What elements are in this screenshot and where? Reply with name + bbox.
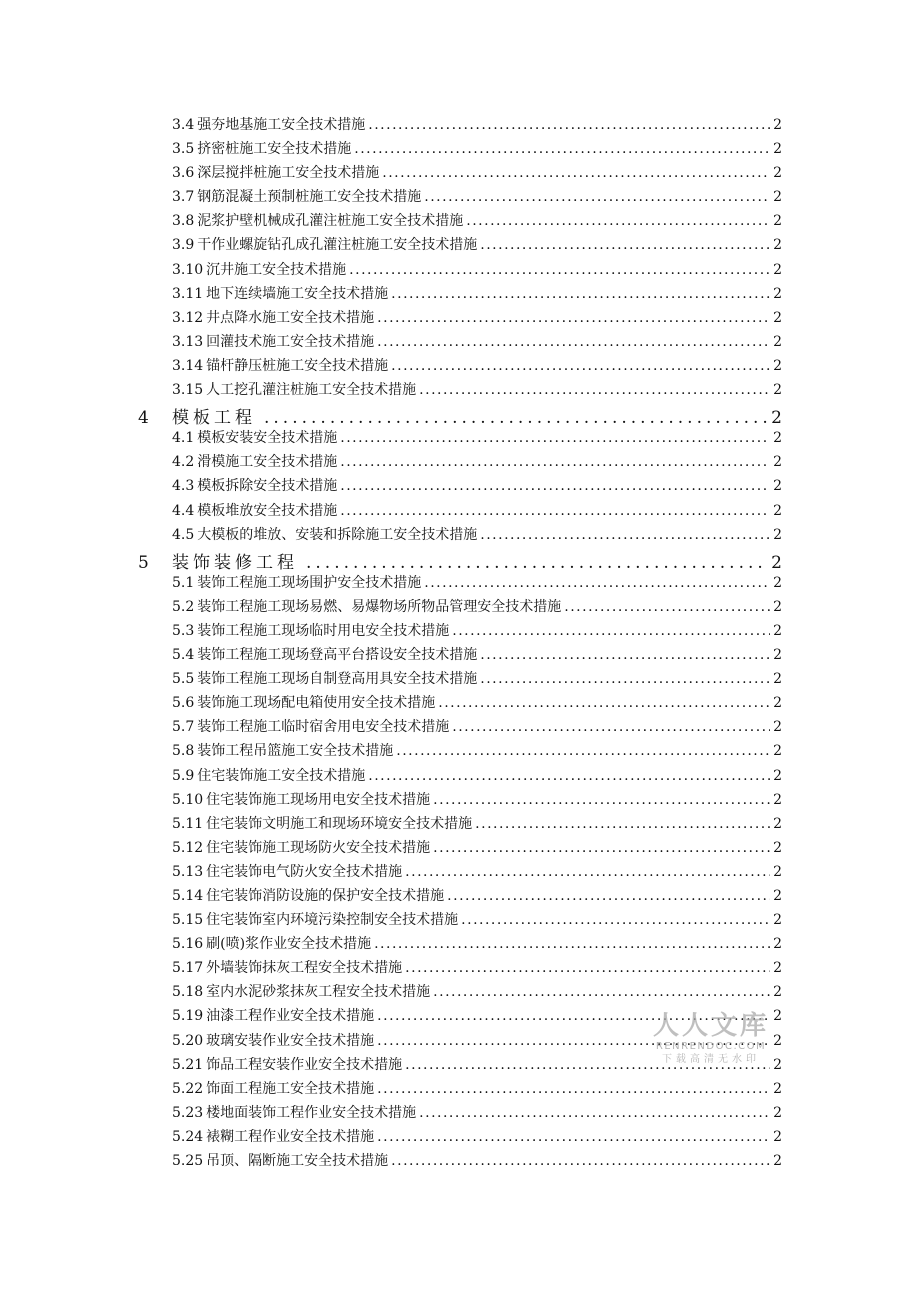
toc-entry-page-number: 2 xyxy=(773,526,782,543)
dot-leader xyxy=(419,1105,770,1121)
toc-entry[interactable] xyxy=(0,234,920,258)
toc-entry-number: 5.15 xyxy=(172,912,204,929)
toc-entry-title: 装饰工程施工现场围护安全技术措施 xyxy=(197,574,422,591)
toc-entry-number: 5.22 xyxy=(172,1080,204,1097)
toc-entry-title: 人工挖孔灌注桩施工安全技术措施 xyxy=(206,382,417,399)
dot-leader xyxy=(447,888,770,904)
toc-entry-page-number: 2 xyxy=(773,743,782,760)
toc-entry-title: 模板工程 xyxy=(172,408,256,429)
toc-entry[interactable] xyxy=(0,451,920,475)
toc-entry-number: 4 xyxy=(138,408,149,429)
toc-entry-page-number: 2 xyxy=(773,598,782,615)
toc-entry-title: 刷(喷)浆作业安全技术措施 xyxy=(206,936,372,953)
toc-entry[interactable] xyxy=(0,186,920,210)
toc-entry-title: 外墙装饰抹灰工程安全技术措施 xyxy=(206,960,403,977)
toc-entry-page-number: 2 xyxy=(773,1128,782,1145)
toc-entry-page-number: 2 xyxy=(773,141,782,158)
toc-entry-number: 5.3 xyxy=(172,622,195,639)
toc-entry[interactable] xyxy=(0,283,920,307)
dot-leader xyxy=(480,527,770,543)
toc-entry-number: 5.18 xyxy=(172,984,204,1001)
toc-entry-page-number: 2 xyxy=(773,165,782,182)
toc-entry[interactable] xyxy=(0,716,920,740)
dot-leader xyxy=(340,454,770,470)
toc-entry-page-number: 2 xyxy=(773,671,782,688)
toc-entry-page-number: 2 xyxy=(773,117,782,133)
toc-entry[interactable] xyxy=(0,1054,920,1078)
toc-entry-title: 地下连续墙施工安全技术措施 xyxy=(206,285,389,302)
toc-entry-title: 住宅装饰施工安全技术措施 xyxy=(197,767,366,784)
toc-entry-number: 4.2 xyxy=(172,454,195,471)
toc-entry-page-number: 2 xyxy=(773,574,782,591)
toc-entry-title: 油漆工程作业安全技术措施 xyxy=(206,1008,375,1025)
toc-entry-number: 3.12 xyxy=(172,309,204,326)
dot-leader xyxy=(377,334,770,350)
dot-leader xyxy=(377,310,770,326)
dot-leader xyxy=(419,382,770,398)
toc-entry-number: 5.25 xyxy=(172,1153,204,1170)
toc-entry-page-number: 2 xyxy=(773,1080,782,1097)
toc-entry-number: 5.13 xyxy=(172,863,204,880)
toc-entry-page-number: 2 xyxy=(773,478,782,495)
dot-leader xyxy=(340,430,770,446)
toc-entry-title: 饰面工程施工安全技术措施 xyxy=(206,1080,375,1097)
toc-entry[interactable] xyxy=(0,1005,920,1029)
toc-entry[interactable] xyxy=(0,210,920,234)
toc-entry-title: 大模板的堆放、安装和拆除施工安全技术措施 xyxy=(197,526,478,543)
toc-entry-title: 干作业螺旋钻孔成孔灌注桩施工安全技术措施 xyxy=(197,237,478,254)
toc-entry-title: 装饰工程施工现场登高平台搭设安全技术措施 xyxy=(197,647,478,664)
toc-entry-page-number: 2 xyxy=(773,309,782,326)
dot-leader xyxy=(452,719,770,735)
toc-entry-title: 装饰工程施工现场自制登高用具安全技术措施 xyxy=(197,671,478,688)
toc-entry[interactable] xyxy=(0,765,920,789)
toc-entry[interactable] xyxy=(0,740,920,764)
watermark-url: RENRENDOC.COM xyxy=(655,1041,767,1052)
table-of-contents xyxy=(0,114,920,1174)
toc-entry-title: 玻璃安装作业安全技术措施 xyxy=(206,1032,375,1049)
dot-leader xyxy=(391,286,770,302)
toc-entry-page-number: 2 xyxy=(773,815,782,832)
dot-leader xyxy=(354,141,770,157)
toc-entry-title: 挤密桩施工安全技术措施 xyxy=(197,141,352,158)
toc-entry-page-number: 2 xyxy=(773,285,782,302)
dot-leader xyxy=(340,503,770,519)
toc-entry[interactable] xyxy=(0,981,920,1005)
toc-entry[interactable] xyxy=(0,837,920,861)
toc-entry-title: 裱糊工程作业安全技术措施 xyxy=(206,1128,375,1145)
toc-entry[interactable] xyxy=(0,427,920,451)
dot-leader xyxy=(396,743,770,759)
toc-entry-number: 3.10 xyxy=(172,261,204,278)
watermark-subtitle: 下载高清无水印 xyxy=(662,1054,760,1065)
toc-entry[interactable] xyxy=(0,379,920,403)
toc-entry-number: 3.15 xyxy=(172,382,204,399)
toc-entry-number: 5.19 xyxy=(172,1008,204,1025)
toc-entry-number: 5.24 xyxy=(172,1128,204,1145)
toc-entry-number: 5 xyxy=(138,552,149,573)
toc-entry[interactable] xyxy=(0,933,920,957)
toc-entry[interactable] xyxy=(0,1102,920,1126)
dot-leader xyxy=(377,1129,770,1145)
toc-entry-title: 室内水泥砂浆抹灰工程安全技术措施 xyxy=(206,984,431,1001)
toc-entry[interactable] xyxy=(0,355,920,379)
toc-entry-number: 5.12 xyxy=(172,839,204,856)
toc-entry[interactable] xyxy=(0,789,920,813)
dot-leader xyxy=(340,478,770,494)
dot-leader xyxy=(377,1008,770,1024)
toc-entry-page-number: 2 xyxy=(773,1056,782,1073)
toc-entry-page-number: 2 xyxy=(773,647,782,664)
toc-entry-page-number: 2 xyxy=(773,382,782,399)
toc-entry[interactable] xyxy=(0,1150,920,1174)
toc-entry-number: 5.4 xyxy=(172,647,195,664)
toc-entry[interactable] xyxy=(0,813,920,837)
toc-entry-number: 5.23 xyxy=(172,1104,204,1121)
toc-entry-page-number: 2 xyxy=(771,552,782,573)
toc-entry-number: 5.20 xyxy=(172,1032,204,1049)
toc-entry-page-number: 2 xyxy=(773,357,782,374)
toc-entry-page-number: 2 xyxy=(773,261,782,278)
toc-entry-number: 5.2 xyxy=(172,598,195,615)
toc-entry-title: 住宅装饰消防设施的保护安全技术措施 xyxy=(206,888,445,904)
toc-entry-page-number: 2 xyxy=(773,237,782,254)
dot-leader xyxy=(368,768,770,784)
dot-leader xyxy=(349,262,770,278)
toc-entry-page-number: 2 xyxy=(773,912,782,929)
toc-entry-page-number: 2 xyxy=(771,408,782,429)
toc-entry-number: 5.8 xyxy=(172,743,195,760)
toc-entry[interactable] xyxy=(0,1030,920,1054)
dot-leader xyxy=(564,599,770,615)
toc-entry-number: 5.14 xyxy=(172,888,204,904)
toc-entry-title: 装饰工程施工现场临时用电安全技术措施 xyxy=(197,622,450,639)
toc-entry[interactable] xyxy=(0,259,920,283)
toc-entry-number: 3.13 xyxy=(172,333,204,350)
dot-leader xyxy=(480,671,770,687)
toc-entry[interactable] xyxy=(0,620,920,644)
toc-entry-page-number: 2 xyxy=(773,1104,782,1121)
toc-entry-title: 沉井施工安全技术措施 xyxy=(206,261,347,278)
toc-entry-title: 吊顶、隔断施工安全技术措施 xyxy=(206,1153,389,1170)
toc-entry-number: 4.5 xyxy=(172,526,195,543)
toc-entry-title: 井点降水施工安全技术措施 xyxy=(206,309,375,326)
toc-entry[interactable] xyxy=(0,861,920,885)
toc-entry[interactable] xyxy=(0,114,920,138)
toc-entry-page-number: 2 xyxy=(773,888,782,904)
toc-entry[interactable] xyxy=(0,524,920,548)
toc-entry-number: 3.9 xyxy=(172,237,195,254)
toc-entry-page-number: 2 xyxy=(773,719,782,736)
toc-entry[interactable] xyxy=(0,307,920,331)
toc-entry-title: 装饰施工现场配电箱使用安全技术措施 xyxy=(197,695,436,712)
dot-leader xyxy=(368,117,770,133)
dot-leader xyxy=(391,358,770,374)
dot-leader xyxy=(405,1057,770,1073)
toc-entry-number: 3.6 xyxy=(172,165,195,182)
toc-entry-title: 楼地面装饰工程作业安全技术措施 xyxy=(206,1104,417,1121)
dot-leader xyxy=(424,189,770,205)
dot-leader xyxy=(405,960,770,976)
toc-entry-title: 钢筋混凝土预制桩施工安全技术措施 xyxy=(197,189,422,206)
dot-leader xyxy=(264,408,768,428)
toc-chapter-entry[interactable] xyxy=(0,403,920,427)
toc-entry-number: 4.3 xyxy=(172,478,195,495)
dot-leader xyxy=(480,647,770,663)
toc-entry-title: 模板拆除安全技术措施 xyxy=(197,478,338,495)
toc-entry-title: 住宅装饰电气防火安全技术措施 xyxy=(206,863,403,880)
toc-entry-number: 5.21 xyxy=(172,1056,204,1073)
dot-leader xyxy=(405,864,770,880)
toc-entry-page-number: 2 xyxy=(773,1032,782,1049)
dot-leader xyxy=(433,792,770,808)
toc-entry-title: 装饰装修工程 xyxy=(172,552,298,573)
toc-entry-title: 强夯地基施工安全技术措施 xyxy=(197,117,366,133)
dot-leader xyxy=(382,165,770,181)
toc-entry[interactable] xyxy=(0,475,920,499)
toc-entry-number: 5.9 xyxy=(172,767,195,784)
toc-entry-page-number: 2 xyxy=(773,1008,782,1025)
dot-leader xyxy=(374,936,770,952)
toc-entry[interactable] xyxy=(0,668,920,692)
toc-entry-number: 3.14 xyxy=(172,357,204,374)
toc-entry[interactable] xyxy=(0,885,920,909)
toc-entry-title: 装饰工程施工临时宿舍用电安全技术措施 xyxy=(197,719,450,736)
toc-entry-number: 4.4 xyxy=(172,502,195,519)
toc-entry-page-number: 2 xyxy=(773,839,782,856)
toc-entry[interactable] xyxy=(0,572,920,596)
toc-entry-title: 深层搅拌桩施工安全技术措施 xyxy=(197,165,380,182)
toc-entry-title: 泥浆护壁机械成孔灌注桩施工安全技术措施 xyxy=(197,213,464,230)
toc-entry[interactable] xyxy=(0,1078,920,1102)
dot-leader xyxy=(475,816,770,832)
dot-leader xyxy=(438,695,770,711)
toc-entry-page-number: 2 xyxy=(773,430,782,447)
toc-entry-number: 5.11 xyxy=(172,815,204,832)
dot-leader xyxy=(466,213,770,229)
toc-entry-page-number: 2 xyxy=(773,213,782,230)
toc-chapter-entry[interactable] xyxy=(0,548,920,572)
dot-leader xyxy=(424,575,770,591)
toc-entry-title: 装饰工程吊篮施工安全技术措施 xyxy=(197,743,394,760)
toc-entry-title: 锚杆静压桩施工安全技术措施 xyxy=(206,357,389,374)
toc-entry-number: 5.7 xyxy=(172,719,195,736)
toc-entry-number: 4.1 xyxy=(172,430,195,447)
toc-entry-number: 5.1 xyxy=(172,574,195,591)
toc-entry-number: 3.8 xyxy=(172,213,195,230)
toc-entry-title: 装饰工程施工现场易燃、易爆物场所物品管理安全技术措施 xyxy=(197,598,562,615)
toc-entry-title: 住宅装饰施工现场用电安全技术措施 xyxy=(206,791,431,808)
toc-entry-title: 模板堆放安全技术措施 xyxy=(197,502,338,519)
toc-entry-title: 饰品工程安装作业安全技术措施 xyxy=(206,1056,403,1073)
toc-entry-title: 住宅装饰室内环境污染控制安全技术措施 xyxy=(206,912,459,929)
toc-entry-number: 5.16 xyxy=(172,936,204,953)
toc-entry-number: 3.4 xyxy=(172,117,195,133)
toc-entry-title: 滑模施工安全技术措施 xyxy=(197,454,338,471)
dot-leader xyxy=(377,1081,770,1097)
watermark-title: 人人文库 xyxy=(652,1011,769,1041)
toc-entry[interactable] xyxy=(0,162,920,186)
toc-entry-number: 3.11 xyxy=(172,285,204,302)
dot-leader xyxy=(391,1153,770,1169)
toc-entry-title: 模板安装安全技术措施 xyxy=(197,430,338,447)
toc-entry-number: 5.6 xyxy=(172,695,195,712)
toc-entry[interactable] xyxy=(0,500,920,524)
toc-entry-page-number: 2 xyxy=(773,502,782,519)
toc-entry-page-number: 2 xyxy=(773,936,782,953)
toc-entry-page-number: 2 xyxy=(773,791,782,808)
toc-entry-page-number: 2 xyxy=(773,863,782,880)
dot-leader xyxy=(433,984,770,1000)
toc-entry-title: 住宅装饰文明施工和现场环境安全技术措施 xyxy=(206,815,473,832)
toc-entry-number: 3.5 xyxy=(172,141,195,158)
toc-entry[interactable] xyxy=(0,138,920,162)
toc-entry-page-number: 2 xyxy=(773,960,782,977)
toc-entry-page-number: 2 xyxy=(773,333,782,350)
toc-entry-page-number: 2 xyxy=(773,767,782,784)
toc-entry-title: 住宅装饰施工现场防火安全技术措施 xyxy=(206,839,431,856)
toc-entry-page-number: 2 xyxy=(773,695,782,712)
toc-entry[interactable] xyxy=(0,1126,920,1150)
toc-entry[interactable] xyxy=(0,596,920,620)
toc-entry[interactable] xyxy=(0,957,920,981)
toc-entry-page-number: 2 xyxy=(773,189,782,206)
toc-entry-page-number: 2 xyxy=(773,454,782,471)
dot-leader xyxy=(433,840,770,856)
dot-leader xyxy=(306,553,768,573)
toc-entry[interactable] xyxy=(0,331,920,355)
toc-entry[interactable] xyxy=(0,909,920,933)
toc-entry-number: 5.5 xyxy=(172,671,195,688)
toc-entry-number: 5.17 xyxy=(172,960,204,977)
toc-entry-number: 3.7 xyxy=(172,189,195,206)
toc-entry-number: 5.10 xyxy=(172,791,204,808)
dot-leader xyxy=(377,1033,770,1049)
dot-leader xyxy=(480,237,770,253)
toc-entry[interactable] xyxy=(0,644,920,668)
toc-entry-title: 回灌技术施工安全技术措施 xyxy=(206,333,375,350)
toc-entry-page-number: 2 xyxy=(773,984,782,1001)
toc-entry[interactable] xyxy=(0,692,920,716)
dot-leader xyxy=(461,912,770,928)
toc-entry-page-number: 2 xyxy=(773,622,782,639)
toc-entry-page-number: 2 xyxy=(773,1153,782,1170)
dot-leader xyxy=(452,623,770,639)
